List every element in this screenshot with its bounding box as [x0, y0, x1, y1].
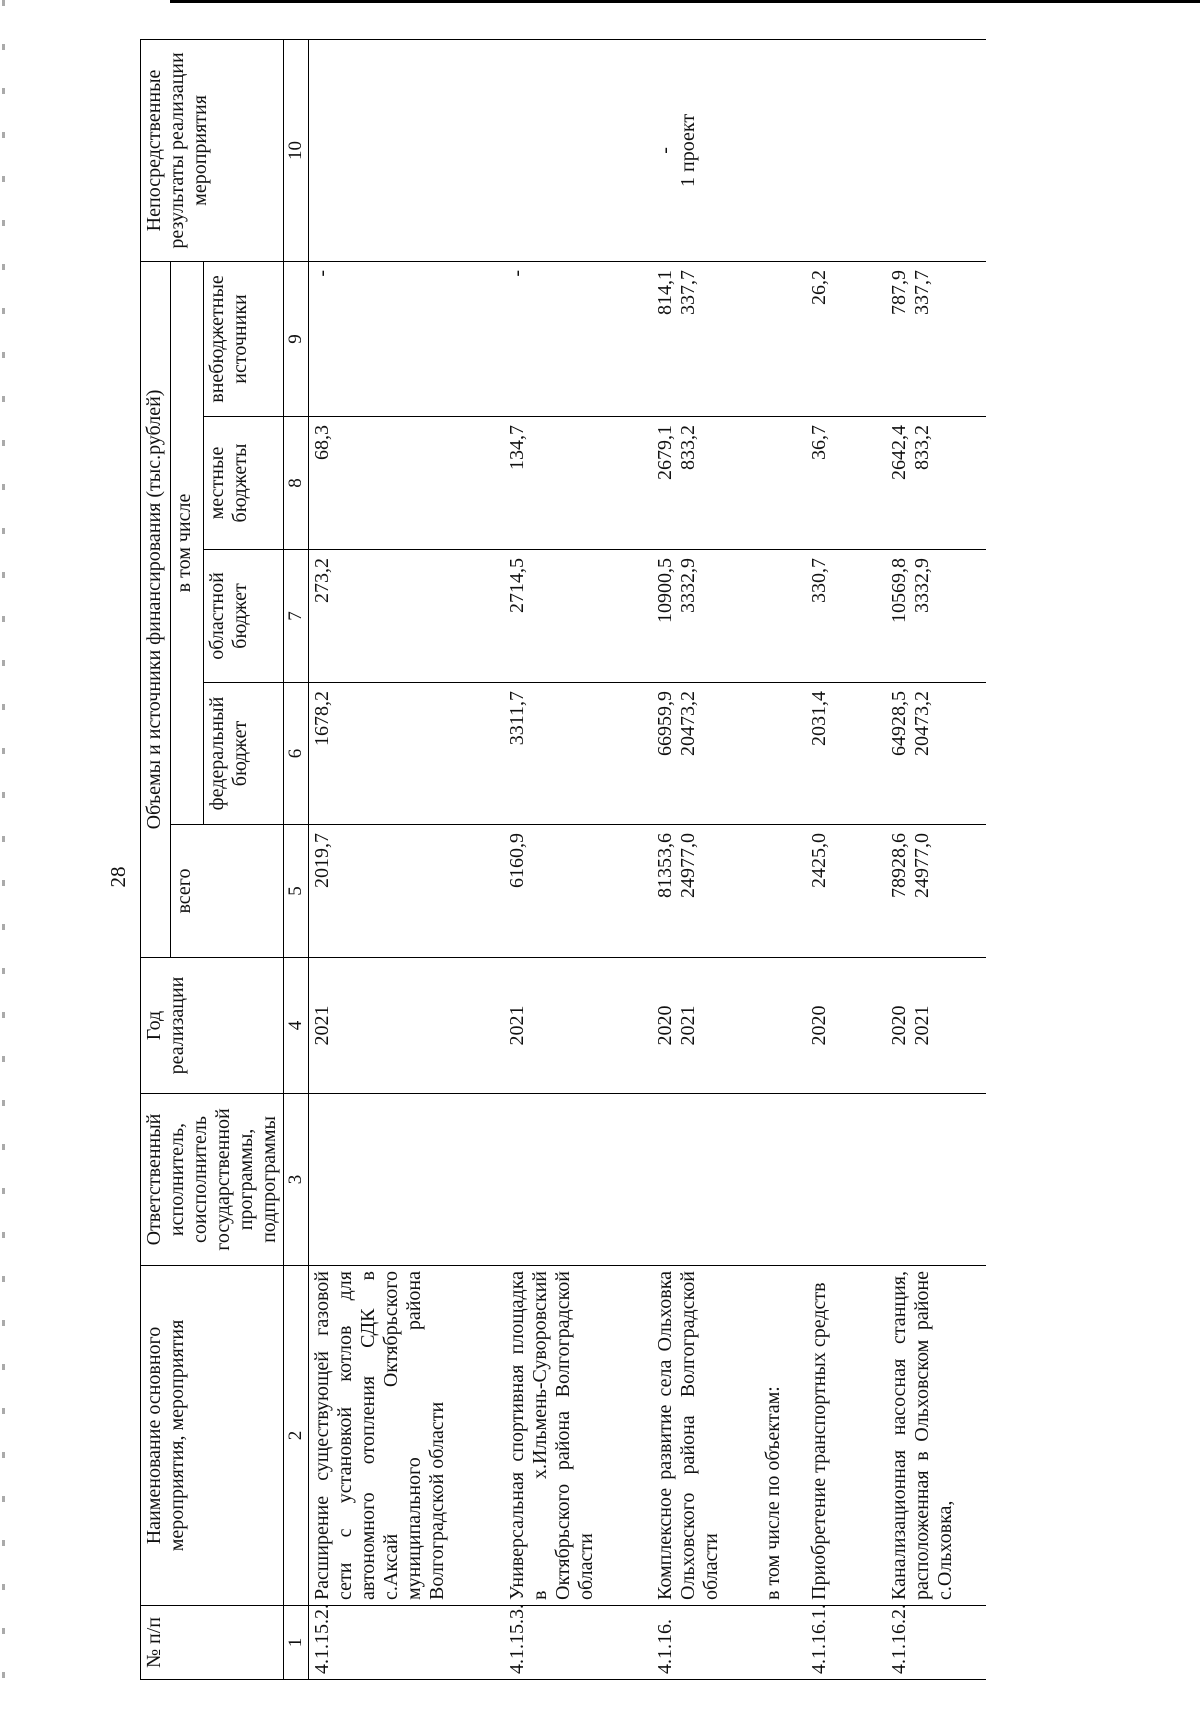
cell-value: 2642,4 [888, 425, 911, 480]
column-number: 9 [284, 261, 309, 416]
row-extrabudget-cell [806, 261, 886, 416]
row-federal-cell [504, 683, 652, 825]
row-extrabudget-cell [760, 261, 806, 416]
row-result-cell [308, 39, 504, 261]
table-row [886, 39, 986, 1679]
cell-value: 833,2 [677, 425, 700, 470]
row-executor-cell [760, 1094, 806, 1266]
row-executor-cell [652, 1094, 760, 1266]
cell-value: 20473,2 [911, 691, 934, 756]
column-number: 4 [284, 958, 309, 1094]
row-result-cell [504, 39, 652, 261]
row-regional-cell [504, 550, 652, 683]
top-border-line [170, 0, 1200, 3]
header-col-regional: областной бюджет [204, 550, 284, 683]
row-result-cell [886, 39, 986, 261]
cell-value: 2031,4 [808, 691, 831, 746]
row-executor-cell [886, 1094, 986, 1266]
cell-value: 2714,5 [506, 558, 529, 613]
row-year-cell [806, 958, 886, 1094]
row-local-cell [886, 417, 986, 550]
cell-value: 6160,9 [506, 833, 529, 888]
cell-value: 2021 [506, 1005, 529, 1046]
cell-value: - [310, 269, 333, 277]
cell-value: 2020 [654, 1005, 677, 1046]
row-executor-cell [806, 1094, 886, 1266]
row-regional-cell [806, 550, 886, 683]
row-local-cell [806, 417, 886, 550]
cell-value: 64928,5 [888, 691, 911, 756]
header-col-extrabudget: внебюджетные источники [204, 261, 284, 416]
cell-value: 26,2 [808, 269, 831, 305]
cell-value: 330,7 [808, 558, 831, 603]
row-result-cell [652, 39, 760, 261]
table-row [308, 39, 504, 1679]
row-regional-cell [652, 550, 760, 683]
rotated-page [140, 40, 1180, 1680]
row-local-cell [760, 417, 806, 550]
table-row [504, 39, 652, 1679]
column-number: 2 [284, 1266, 309, 1606]
cell-value: 1678,2 [310, 691, 333, 746]
row-year-cell [504, 958, 652, 1094]
row-result-cell [806, 39, 886, 261]
table-row [760, 39, 806, 1679]
row-local-cell [308, 417, 504, 550]
cell-value: 10900,5 [654, 558, 677, 623]
row-local-cell [504, 417, 652, 550]
row-extrabudget-cell [308, 261, 504, 416]
header-col-number: № п/п [141, 1606, 284, 1680]
cell-value: 2021 [911, 1005, 934, 1046]
row-name-cell: Комплексное развитие села Ольховка Ольховского района Волгоградской области [652, 1266, 760, 1606]
cell-value: - [654, 147, 677, 154]
column-number: 10 [284, 39, 309, 261]
cell-value: 2679,1 [654, 425, 677, 480]
header-col-name: Наименование основного мероприятия, мероприятия [141, 1266, 284, 1606]
header-col-total: всего [171, 825, 284, 958]
cell-value: 337,7 [677, 269, 700, 315]
cell-value: 66959,9 [654, 691, 677, 756]
cell-value: 2020 [808, 1005, 831, 1046]
row-number-cell: 4.1.16.1. [806, 1606, 886, 1680]
row-year-cell [760, 958, 806, 1094]
cell-value: 78928,6 [888, 833, 911, 898]
column-number: 7 [284, 550, 309, 683]
column-number: 6 [284, 683, 309, 825]
row-federal-cell [308, 683, 504, 825]
row-number-cell: 4.1.15.3. [504, 1606, 652, 1680]
header-col-results: Непосредственные результаты реализации мероприятия [141, 39, 284, 261]
row-year-cell [652, 958, 760, 1094]
row-regional-cell [886, 550, 986, 683]
cell-value: 273,2 [310, 558, 333, 603]
cell-value: 787,9 [888, 269, 911, 315]
column-number: 5 [284, 825, 309, 958]
row-number-cell [760, 1606, 806, 1680]
cell-value: 2020 [888, 1005, 911, 1046]
header-col-year: Год реализации [141, 958, 284, 1094]
cell-value: 833,2 [911, 425, 934, 470]
row-total-cell [504, 825, 652, 958]
row-federal-cell [886, 683, 986, 825]
header-col-executor: Ответственный исполнитель, соисполнитель государственной программы, подпрограммы [141, 1094, 284, 1266]
cell-value: 3311,7 [506, 691, 529, 746]
cell-value: 81353,6 [654, 833, 677, 898]
row-total-cell [652, 825, 760, 958]
row-total-cell [760, 825, 806, 958]
cell-value: 24977,0 [677, 833, 700, 898]
row-federal-cell [806, 683, 886, 825]
cell-value: 2021 [677, 1005, 700, 1046]
cell-value: 337,7 [911, 269, 934, 315]
row-name-cell: Расширение существующей газовой сети с установкой котлов для автономного отопления СДК в с.Аксай Октябрьского муниципального района Волгоградской области [308, 1266, 504, 1606]
row-local-cell [652, 417, 760, 550]
cell-value: 3332,9 [677, 558, 700, 613]
cell-value: 2019,7 [310, 833, 333, 888]
financing-table [140, 39, 986, 1680]
table-row [806, 39, 886, 1679]
row-extrabudget-cell [652, 261, 760, 416]
row-result-cell [760, 39, 806, 261]
row-total-cell [308, 825, 504, 958]
row-executor-cell [308, 1094, 504, 1266]
row-year-cell [886, 958, 986, 1094]
row-federal-cell [652, 683, 760, 825]
page-number: 28 [106, 866, 130, 888]
column-number: 8 [284, 417, 309, 550]
cell-value: 1 проект [677, 113, 700, 187]
row-year-cell [308, 958, 504, 1094]
row-regional-cell [760, 550, 806, 683]
cell-value: 3332,9 [911, 558, 934, 613]
row-number-cell: 4.1.16.2. [886, 1606, 986, 1680]
row-executor-cell [504, 1094, 652, 1266]
row-extrabudget-cell [504, 261, 652, 416]
cell-value: 20473,2 [677, 691, 700, 756]
header-col-local: местные бюджеты [204, 417, 284, 550]
header-subgroup: в том числе [171, 261, 204, 824]
row-regional-cell [308, 550, 504, 683]
cell-value: 36,7 [808, 425, 831, 460]
table-row [652, 39, 760, 1679]
cell-value: 68,3 [310, 425, 333, 460]
header-financing-group: Объемы и источники финансирования (тыс.рублей) [141, 261, 171, 957]
row-total-cell [806, 825, 886, 958]
row-number-cell: 4.1.15.2. [308, 1606, 504, 1680]
row-name-cell: Универсальная спортивная площадка в х.Ильмень-Суворовский Октябрьского района Волгоградской области [504, 1266, 652, 1606]
cell-value: 814,1 [654, 269, 677, 315]
row-name-cell: в том числе по объектам: [760, 1266, 806, 1606]
row-number-cell: 4.1.16. [652, 1606, 760, 1680]
scan-edge-marks [2, 0, 5, 1710]
cell-value: 10569,8 [888, 558, 911, 623]
column-number: 3 [284, 1094, 309, 1266]
cell-value: - [506, 269, 529, 277]
cell-value: 24977,0 [911, 833, 934, 898]
cell-value: 2021 [310, 1005, 333, 1046]
row-total-cell [886, 825, 986, 958]
row-name-cell: Канализационная насосная станция, расположенная в Ольховском районе с.Ольховка, [886, 1266, 986, 1606]
cell-value: 134,7 [506, 425, 529, 470]
row-federal-cell [760, 683, 806, 825]
cell-value: 2425,0 [808, 833, 831, 888]
row-extrabudget-cell [886, 261, 986, 416]
row-name-cell: Приобретение транспортных средств [806, 1266, 886, 1606]
column-number: 1 [284, 1606, 309, 1680]
header-col-federal: федеральный бюджет [204, 683, 284, 825]
